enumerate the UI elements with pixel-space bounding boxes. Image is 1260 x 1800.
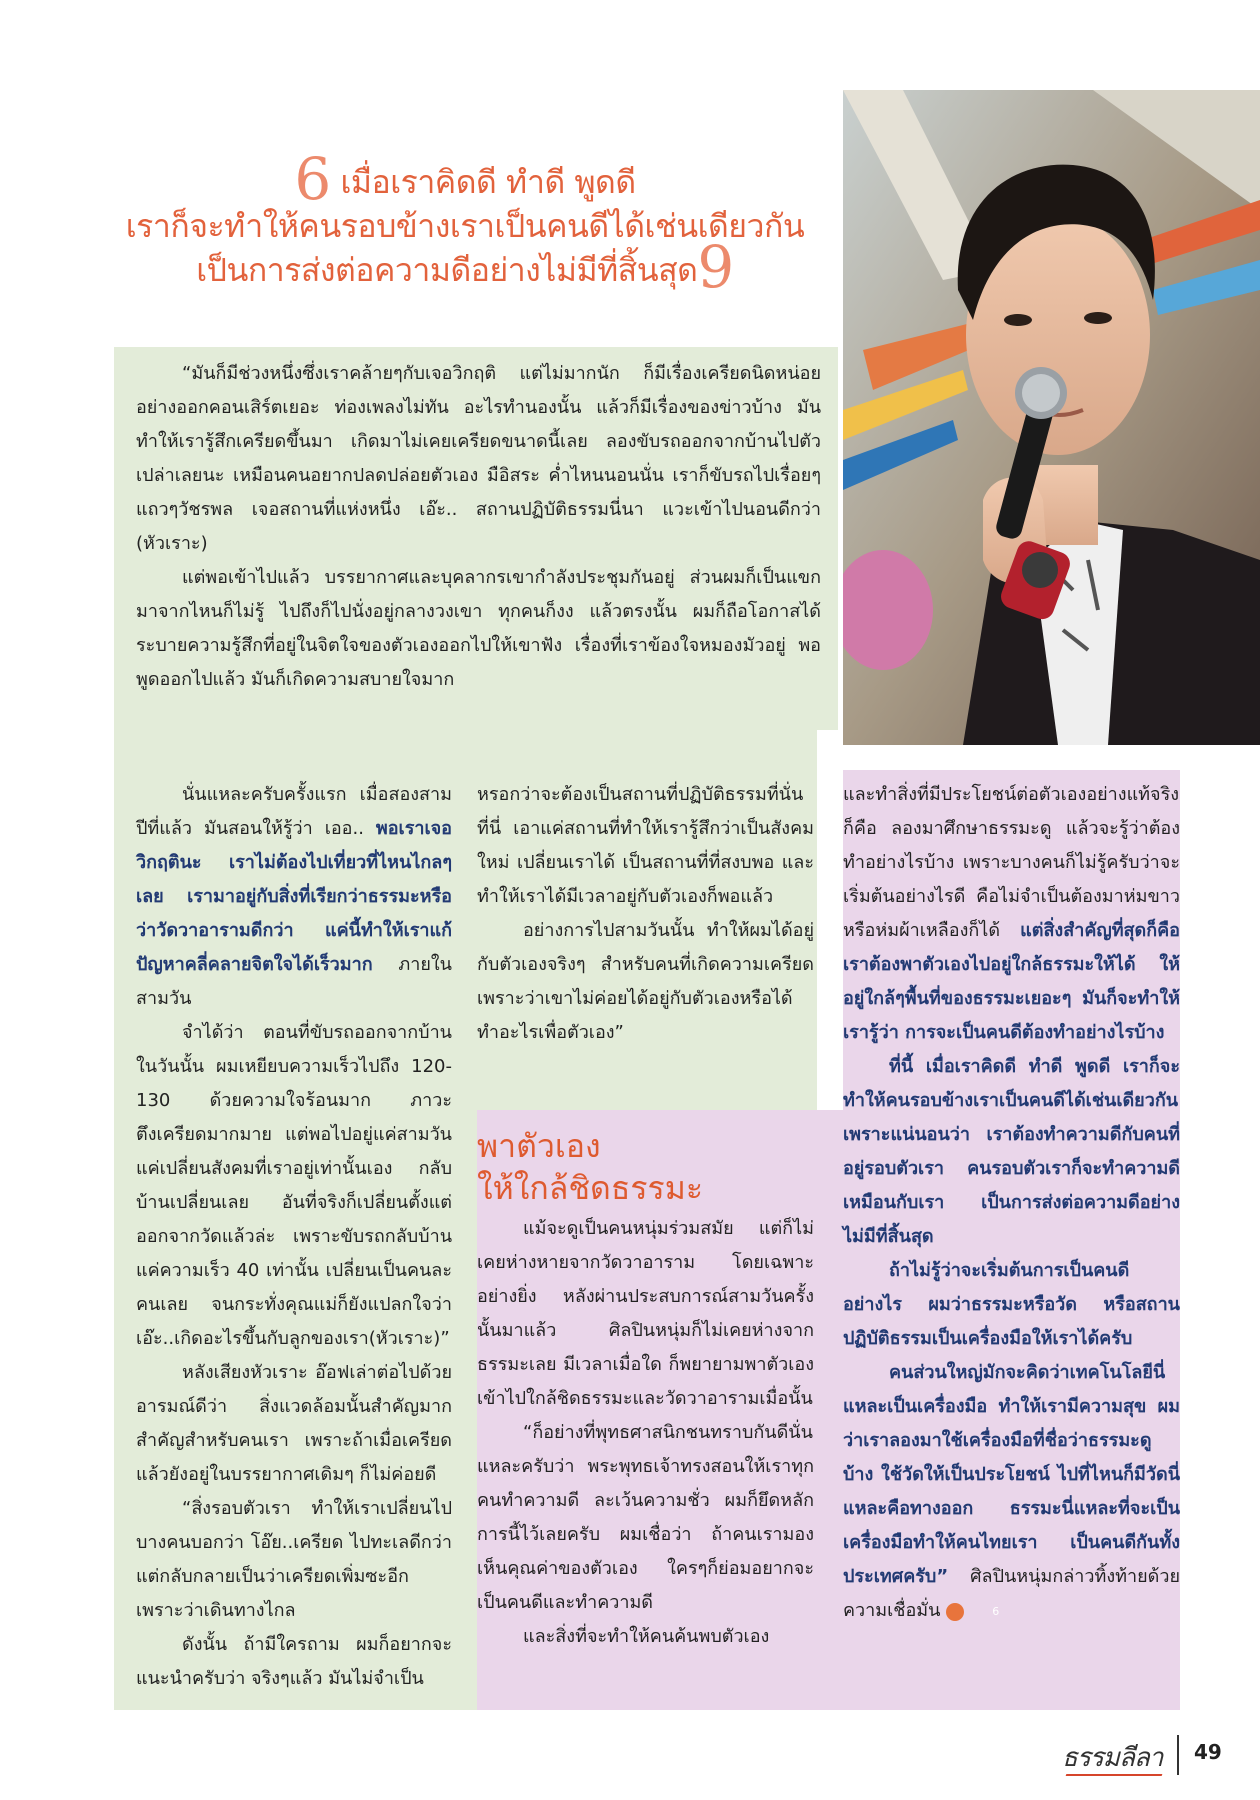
section-heading	[477, 1125, 807, 1209]
column-3	[843, 778, 1180, 1628]
col3-p4-tail: ศิลปินหนุ่มกล่าวทิ้งท้ายด้วยความเชื่อมั่น	[843, 1566, 1180, 1621]
column-1	[136, 778, 452, 1696]
pull-quote-line-1: เมื่อเราคิดดี ทำดี พูดดี	[340, 163, 636, 201]
portrait-photo	[843, 90, 1260, 745]
pull-quote-line-3: เป็นการส่งต่อความดีอย่างไม่มีที่สิ้นสุด	[196, 251, 698, 289]
col2-paragraph-5: และสิ่งที่จะทำให้คนค้นพบตัวเอง	[523, 1626, 770, 1647]
col1-paragraph-5: ดังนั้น ถ้ามีใครถาม ผมก็อยากจะแนะนำครับว่า จริงๆแล้ว มันไม่จำเป็น	[136, 1634, 452, 1689]
col3-p1-text: และทำสิ่งที่มีประโยชน์ต่อตัวเองอย่างแท้จริงก็คือ ลองมาศึกษาธรรมะดู แล้วจะรู้ว่าต้องทำอย่างไรบ้าง เพราะบางคนก็ไม่รู้ครับว่าจะเริ่มต้นอย่างไรดี คือไม่จำเป็นต้องมาห่มขาวหรือห่มผ้าเหลืองก็ได้	[843, 784, 1180, 941]
magazine-logo: ธรรมลีลา	[1062, 1737, 1162, 1778]
section-heading-line-1: พาตัวเอง	[477, 1127, 601, 1165]
col2-paragraph-3: แม้จะดูเป็นคนหนุ่มร่วมสมัย แต่ก็ไม่เคยห่างหายจากวัดวาอาราม โดยเฉพาะอย่างยิ่ง หลังผ่านประสบการณ์สามวันครั้งนั้นมาแล้ว ศิลปินหนุ่มก็ไม่เคยห่างจากธรรมะเลย มีเวลาเมื่อใด ก็พยายามพาตัวเองเข้าไปใกล้ชิดธรรมะและวัดวาอารามเมื่อนั้น	[477, 1218, 814, 1409]
section-heading-line-2: ให้ใกล้ชิดธรรมะ	[477, 1169, 704, 1207]
intro-paragraph-2: แต่พอเข้าไปแล้ว บรรยากาศและบุคลากรเขากำลังประชุมกันอยู่ ส่วนผมก็เป็นแขกมาจากไหนก็ไม่รู้ ไปถึงก็ไปนั่งอยู่กลางวงเขา ทุกคนก็งง แล้วตรงนั้น ผมก็ถือโอกาสได้ระบายความรู้สึกที่อยู่ในจิตใจของตัวเองออกไปให้เขาฟัง เรื่องที่เราข้องใจหมองมัวอยู่ พอพูดออกไปแล้ว มันก็เกิดความสบายใจมาก	[136, 567, 821, 690]
col1-p1-bold: พอเราเจอวิกฤตินะ เราไม่ต้องไปเที่ยวที่ไหนไกลๆ เลย เรามาอยู่กับสิ่งที่เรียกว่าธรรมะหรือว่าวัดวาอารามดีกว่า แค่นี้ทำให้เราแก้ปัญหาคลี่คลายจิตใจได้เร็วมาก	[136, 818, 452, 975]
col3-paragraph-4	[843, 1356, 1180, 1628]
col2-paragraph-1: หรอกว่าจะต้องเป็นสถานที่ปฏิบัติธรรมที่นั่นที่นี่ เอาแค่สถานที่ทำให้เรารู้สึกว่าเป็นสังคมใหม่ เปลี่ยนเราได้ เป็นสถานที่ที่สงบพอ และทำให้เราได้มีเวลาอยู่กับตัวเองก็พอแล้ว	[477, 784, 814, 907]
close-quote-mark: 9	[697, 233, 734, 301]
column-2-bottom	[477, 1212, 814, 1654]
pull-quote	[95, 145, 835, 301]
col2-paragraph-4: “ก็อย่างที่พุทธศาสนิกชนทราบกันดีนั่นแหละครับว่า พระพุทธเจ้าทรงสอนให้เราทุกคนทำความดี ละเว้นความชั่ว ผมก็ยึดหลักการนี้ไว้เลยครับ ผมเชื่อว่า ถ้าคนเรามองเห็นคุณค่าของตัวเอง ใครๆก็ย่อมอยากจะเป็นคนดีและทำความดี	[477, 1422, 814, 1613]
col1-p1-tail: ภายในสามวัน	[136, 954, 452, 1009]
intro-paragraph-1: “มันก็มีช่วงหนึ่งซึ่งเราคล้ายๆกับเจอวิกฤติ แต่ไม่มากนัก ก็มีเรื่องเครียดนิดหน่อย อย่างออกคอนเสิร์ตเยอะ ท่องเพลงไม่ทัน อะไรทำนองนั้น แล้วก็มีเรื่องของข่าวบ้าง มันทำให้เรารู้สึกเครียดขึ้นมา เกิดมาไม่เคยเครียดขนาดนี้เลย ลองขับรถออกจากบ้านไปตัวเปล่าเลยนะ เหมือนคนอยากปลดปล่อยตัวเอง มือิสระ ค่ำไหนนอนนั่น เราก็ขับรถไปเรื่อยๆ แถวๆวัชรพล เจอสถานที่แห่งหนึ่ง เอ๊ะ.. สถานปฏิบัติธรรมนี่นา แวะเข้าไปนอนดีกว่า (หัวเราะ)	[136, 363, 821, 554]
page-number: 49	[1194, 1740, 1222, 1764]
col1-paragraph-1	[136, 778, 452, 1016]
col3-paragraph-3: ถ้าไม่รู้ว่าจะเริ่มต้นการเป็นคนดีอย่างไร ผมว่าธรรมะหรือวัด หรือสถานปฏิบัติธรรมเป็นเครื่องมือให้เราได้ครับ	[843, 1260, 1180, 1349]
col1-paragraph-2: จำได้ว่า ตอนที่ขับรถออกจากบ้านในวันนั้น ผมเหยียบความเร็วไปถึง 120-130 ด้วยความใจร้อนมาก ภาวะตึงเครียดมากมาย แต่พอไปอยู่แค่สามวัน แค่เปลี่ยนสังคมที่เราอยู่เท่านั้นเอง กลับบ้านเปลี่ยนเลย อันที่จริงก็เปลี่ยนตั้งแต่ออกจากวัดแล้วล่ะ เพราะขับรถกลับบ้านแค่ความเร็ว 40 เท่านั้น เปลี่ยนเป็นคนละคนเลย จนกระทั่งคุณแม่ก็ยังแปลกใจว่า เอ๊ะ..เกิดอะไรขึ้นกับลูกของเรา(หัวเราะ)”	[136, 1022, 452, 1349]
footer-divider	[1177, 1735, 1179, 1775]
portrait-illustration	[843, 90, 1260, 745]
intro-text	[136, 357, 821, 697]
open-quote-mark: 6	[294, 145, 331, 213]
col3-p4-bold: คนส่วนใหญ่มักจะคิดว่าเทคโนโลยีนี่แหละเป็นเครื่องมือ ทำให้เรามีความสุข ผมว่าเราลองมาใช้เครื่องมือที่ชื่อว่าธรรมะดูบ้าง ใช้วัดให้เป็นประโยชน์ ไปที่ไหนก็มีวัดนี่แหละคือทางออก ธรรมะนี่แหละที่จะเป็นเครื่องมือทำให้คนไทยเรา เป็นคนดีกันทั้งประเทศครับ”	[843, 1362, 1180, 1587]
col1-paragraph-3: หลังเสียงหัวเราะ อ๊อฟเล่าต่อไปด้วยอารมณ์ดีว่า สิ่งแวดล้อมนั้นสำคัญมาก สำคัญสำหรับคนเรา เพราะถ้าเมื่อเครียดแล้วยังอยู่ในบรรยากาศเดิมๆ ก็ไม่ค่อยดี	[136, 1362, 452, 1485]
col1-paragraph-4: “สิ่งรอบตัวเรา ทำให้เราเปลี่ยนไป บางคนบอกว่า โอ๊ย..เครียด ไปทะเลดีกว่า แต่กลับกลายเป็นว่าเครียดเพิ่มซะอีก เพราะว่าเดินทางไกล	[136, 1498, 452, 1621]
col2-paragraph-2: อย่างการไปสามวันนั้น ทำให้ผมได้อยู่กับตัวเองจริงๆ สำหรับคนที่เกิดความเครียด เพราะว่าเขาไม่ค่อยได้อยู่กับตัวเองหรือได้ทำอะไรเพื่อตัวเอง”	[477, 920, 814, 1043]
column-2-top	[477, 778, 814, 1050]
col3-paragraph-1	[843, 778, 1180, 1050]
col3-paragraph-2: ที่นี้ เมื่อเราคิดดี ทำดี พูดดี เราก็จะทำให้คนรอบข้างเราเป็นคนดีได้เช่นเดียวกัน เพราะแน่นอนว่า เราต้องทำความดีกับคนที่อยู่รอบตัวเรา คนรอบตัวเราก็จะทำความดีเหมือนกับเรา เป็นการส่งต่อความดีอย่างไม่มีที่สิ้นสุด	[843, 1056, 1180, 1247]
pull-quote-line-2: เราก็จะทำให้คนรอบข้างเราเป็นคนดีได้เช่นเดียวกัน	[125, 207, 805, 245]
end-of-article-icon: 6	[946, 1603, 964, 1621]
col1-p1-text: นั่นแหละครับครั้งแรก เมื่อสองสามปีที่แล้ว มันสอนให้รู้ว่า เออ..	[136, 784, 452, 839]
col3-p1-bold: แต่สิ่งสำคัญที่สุดก็คือ เราต้องพาตัวเองไปอยู่ใกล้ธรรมะให้ได้ ให้อยู่ใกล้ๆพื้นที่ของธรรมะเยอะๆ มันก็จะทำให้เรารู้ว่า การจะเป็นคนดีต้องทำอย่างไรบ้าง	[843, 920, 1180, 1043]
